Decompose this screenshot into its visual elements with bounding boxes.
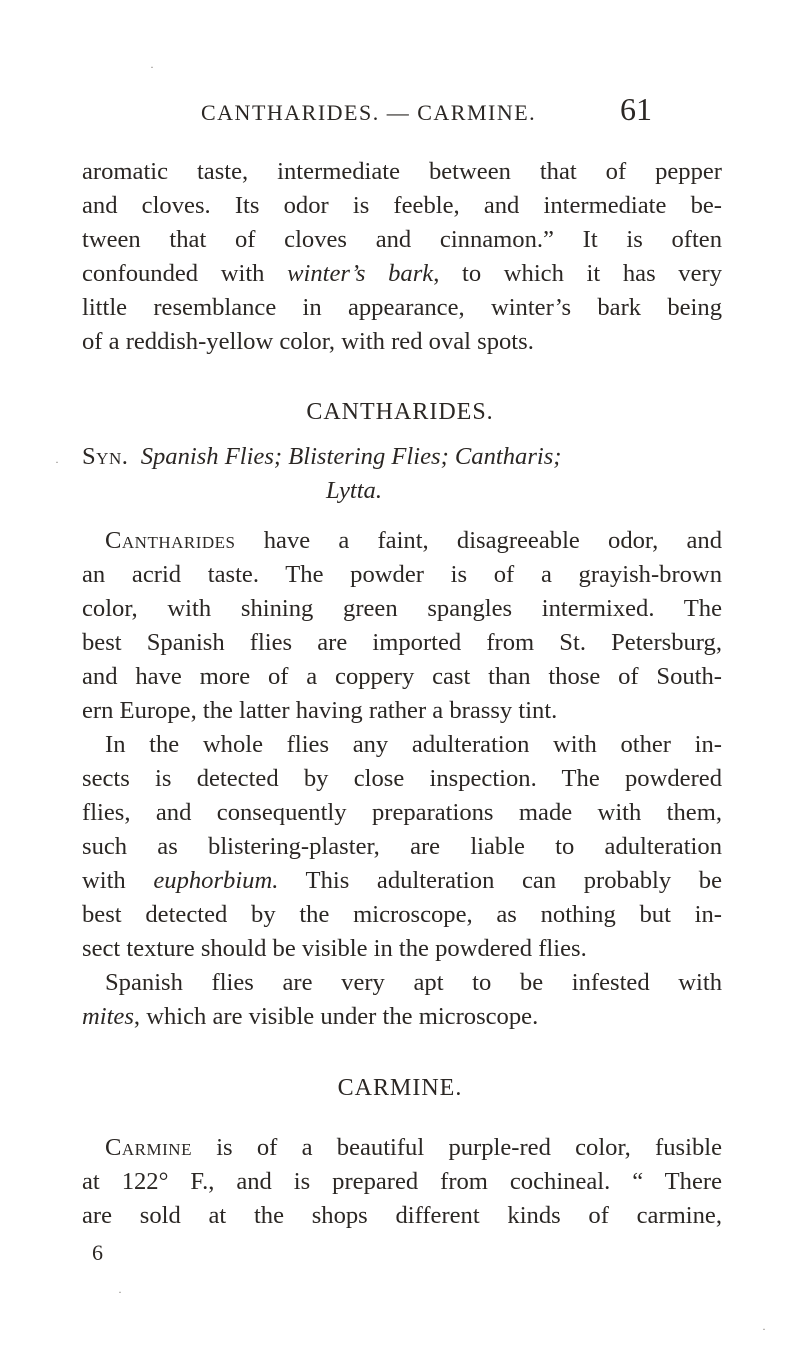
cantharides-p2-line-4: such as blistering-plaster, are liable to adulteration (82, 833, 722, 860)
cantharides-p1-line-6: ern Europe, the latter having rather a brassy tint. (82, 697, 558, 724)
cantharides-p2-line-2: sects is detected by close inspection. The powdered (82, 765, 722, 792)
cantharides-p2-line-3: flies, and consequently preparations made with them, (82, 799, 722, 826)
intro-line-1: aromatic taste, intermediate between that of pepper (82, 158, 722, 185)
cantharides-p3-line-1: Spanish flies are very apt to be infested with (105, 969, 722, 996)
cantharides-p2-line-1: In the whole flies any adulteration with other in- (105, 731, 722, 758)
cantharides-p2-line-7: sect texture should be visible in the powdered flies. (82, 935, 587, 962)
synonyms-continuation (326, 477, 382, 505)
cantharides-lead: Cantharides (105, 527, 236, 554)
section-heading-cantharides: CANTHARIDES. (306, 399, 494, 425)
carmine-line-1 (105, 1136, 722, 1161)
cantharides-p1-line-5: and have more of a coppery cast than those of South- (82, 663, 722, 690)
carmine-line-1-rest: is of a beautiful purple-red color, fusible (191, 1134, 722, 1161)
intro-line-4-post: , to which it has very (433, 260, 722, 287)
cantharides-p2-line-5-pre: with (82, 867, 154, 894)
scan-speck: · (118, 1285, 122, 1299)
carmine-line-2: at 122° F., and is prepared from cochineal. “ There (82, 1168, 722, 1195)
scan-speck: · (150, 60, 154, 74)
carmine-lead: Carmine (105, 1134, 192, 1161)
synonym-lytta: Lytta. (326, 477, 382, 504)
cantharides-p1-line-2: an acrid taste. The powder is of a grayish-brown (82, 561, 722, 588)
signature-mark: 6 (92, 1240, 103, 1265)
intro-line-3: tween that of cloves and cinnamon.” It is often (82, 226, 722, 253)
intro-line-4 (82, 262, 722, 287)
intro-line-2: and cloves. Its odor is feeble, and intermediate be- (82, 192, 722, 219)
carmine-line-3: are sold at the shops different kinds of carmine, (82, 1202, 722, 1229)
winters-bark-term: winter’s bark (287, 260, 434, 287)
running-title: CANTHARIDES. — CARMINE. (201, 100, 537, 125)
cantharides-p2-line-6: best detected by the microscope, as nothing but in- (82, 901, 722, 928)
scan-speck: · (55, 455, 59, 469)
cantharides-p1-line-3: color, with shining green spangles intermixed. The (82, 595, 722, 622)
cantharides-p1-line-1-rest: have a faint, disagreeable odor, and (235, 527, 722, 554)
cantharides-p2-line-5 (82, 869, 722, 894)
scan-speck: · (762, 1322, 766, 1336)
section-heading-carmine: CARMINE. (337, 1075, 463, 1101)
cantharides-p1-line-1 (105, 529, 722, 554)
intro-line-5: little resemblance in appearance, winter’s bark being (82, 294, 722, 321)
page-number: 61 (620, 91, 652, 127)
cantharides-p2-line-5-post: This adulteration can probably be (278, 867, 723, 894)
synonyms-line (82, 443, 562, 471)
intro-line-6: of a reddish-yellow color, with red oval spots. (82, 328, 534, 355)
intro-line-4-pre: confounded with (82, 260, 288, 287)
mites-term: mites (82, 1003, 134, 1030)
cantharides-p3-line-2 (82, 1005, 538, 1030)
cantharides-p3-line-2-rest: , which are visible under the microscope. (133, 1003, 539, 1030)
synonym-names: Spanish Flies; Blistering Flies; Cantharis; (140, 443, 562, 470)
euphorbium-term: euphorbium. (153, 867, 279, 894)
cantharides-p1-line-4: best Spanish flies are imported from St. Petersburg, (82, 629, 722, 656)
syn-label: Syn. (82, 443, 129, 470)
